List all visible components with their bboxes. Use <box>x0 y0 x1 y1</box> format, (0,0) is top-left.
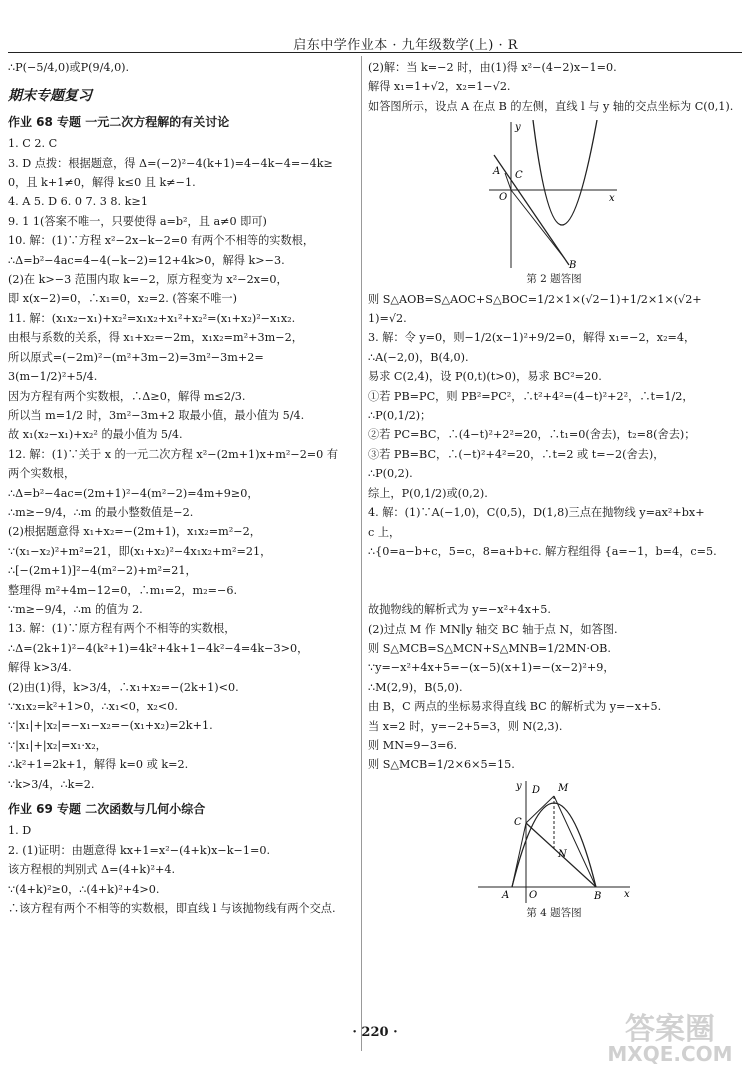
right-b-line: 由 B，C 两点的坐标易求得直线 BC 的解析式为 y=−x+5. <box>368 700 662 714</box>
hw68-line: ∵(x₁−x₂)²+m²=21，即(x₁+x₂)²−4x₁x₂+m²=21， <box>8 544 272 558</box>
hw68-line: 故 x₁(x₂−x₁)+x₂² 的最小值为 5/4. <box>8 428 183 442</box>
right-b-line: ∵y=−x²+4x+5=−(x−5)(x+1)=−(x−2)²+9， <box>368 661 615 675</box>
right-b-line <box>368 581 740 600</box>
fig2-label-y: y <box>515 122 521 134</box>
fig4-label-a: A <box>502 889 510 901</box>
hw68-line: 13. 解：(1)∵原方程有两个不相等的实数根， <box>8 622 236 636</box>
right-b-line: ∴P(0,2). <box>368 467 413 481</box>
hw68-line: ∴[−(2m+1)]²−4(m²−2)+m²=21， <box>8 564 197 578</box>
hw68-line: ∵|x₁|+|x₂|=−x₁−x₂=−(x₁+x₂)=2k+1. <box>8 719 213 733</box>
right-b-line: 则 MN=9−3=6. <box>368 738 458 752</box>
hw68-line: ∴k²+1=2k+1，解得 k=0 或 k=2. <box>8 758 189 772</box>
right-b-line: 3. 解：令 y=0，则−1/2(x−1)²+9/2=0，解得 x₁=−2，x₂=4， <box>368 331 696 345</box>
hw68-line: 两个实数根， <box>8 467 76 481</box>
right-b-line: ∴P(0,1/2)； <box>368 409 432 423</box>
hw68-line: 3(m−1/2)²+5/4. <box>8 370 98 384</box>
fig4-label-n: N <box>558 848 567 860</box>
watermark-cn: 答案圈 <box>625 1012 715 1047</box>
parabola <box>533 120 597 225</box>
right-column <box>368 58 740 923</box>
hw68-line: ∵|x₁|+|x₂|=x₁·x₂， <box>8 738 107 752</box>
left-column <box>8 58 360 918</box>
right-a-line: 解得 x₁=1+√2，x₂=1−√2. <box>368 80 511 94</box>
hw68-line: ∵m≥−9/4，∴m 的值为 2. <box>8 602 143 616</box>
figure-2-graph <box>489 120 619 270</box>
right-text-a <box>368 58 740 116</box>
hw68-line: (2)根据题意得 x₁+x₂=−(2m+1)，x₁x₂=m²−2， <box>8 525 261 539</box>
hw68-line: 所以当 m=1/2 时，3m²−3m+2 取最小值，最小值为 5/4. <box>8 408 305 422</box>
hw69-title: 作业 69 专题 二次函数与几何小综合 <box>8 802 206 817</box>
figure-2 <box>489 120 619 270</box>
fig2-label-c: C <box>515 170 523 182</box>
line-l <box>494 155 569 265</box>
hw68-line: 解得 k>3/4. <box>8 661 72 675</box>
hw68-line: (2)由(1)得，k>3/4，∴x₁+x₂=−(2k+1)<0. <box>8 680 239 694</box>
hw68-line: ∴Δ=(2k+1)²−4(k²+1)=4k²+4k+1−4k²−4=4k−3>0， <box>8 641 309 655</box>
hw68-line: (2)在 k>−3 范围内取 k=−2，原方程变为 x²−2x=0， <box>8 273 288 287</box>
hw69-body <box>8 821 360 918</box>
right-b-line: 综上，P(0,1/2)或(0,2). <box>368 486 488 500</box>
hw68-line: 9. 1 1(答案不唯一，只要使得 a=b²，且 a≠0 即可) <box>8 214 267 228</box>
right-b-line: 则 S△AOB=S△AOC+S△BOC=1/2×1×(√2−1)+1/2×1×(√2+ <box>368 292 702 306</box>
hw68-line: 因为方程有两个实数根，∴Δ≥0，解得 m≤2/3. <box>8 389 246 403</box>
right-b-line: ∴A(−2,0)，B(4,0). <box>368 350 469 364</box>
column-divider <box>361 56 362 1051</box>
hw69-line: 该方程根的判别式 Δ=(4+k)²+4. <box>8 863 176 877</box>
figure-4-caption: 第 4 题答图 <box>526 906 582 919</box>
fig2-label-x: x <box>609 193 615 205</box>
fig4-label-x: x <box>624 888 630 900</box>
page-number: · 220 · <box>352 1025 398 1040</box>
right-b-line: (2)过点 M 作 MN∥y 轴交 BC 轴于点 N，如答图. <box>368 622 618 636</box>
intro-line: ∴P(−5/4,0)或P(9/4,0). <box>8 61 130 74</box>
hw68-line: 所以原式=(−2m)²−(m²+3m−2)=3m²−3m+2= <box>8 350 264 364</box>
fig4-label-m: M <box>558 782 569 794</box>
parabola <box>512 803 596 887</box>
hw68-line: ∴Δ=b²−4ac=4−4(−k−2)=12+4k>0，解得 k>−3. <box>8 253 285 267</box>
fig2-label-o: O <box>499 192 508 204</box>
hw68-line: 整理得 m²+4m−12=0，∴m₁=2，m₂=−6. <box>8 583 238 597</box>
hw68-line: 0，且 k+1≠0，解得 k≤0 且 k≠−1. <box>8 176 196 190</box>
segment-mb <box>554 796 596 887</box>
right-a-line: 如答图所示，设点 A 在点 B 的左侧，直线 l 与 y 轴的交点坐标为 C(0,1). <box>368 99 734 113</box>
right-b-line: 1)=√2. <box>368 312 407 326</box>
hw69-line: 1. D <box>8 824 32 838</box>
segment-ob <box>511 190 565 259</box>
right-a-line: (2)解：当 k=−2 时，由(1)得 x²−(4−2)x−1=0. <box>368 61 617 74</box>
hw68-line: ∵x₁x₂=k²+1>0，∴x₁<0，x₂<0. <box>8 700 178 713</box>
fig4-label-b: B <box>594 890 602 902</box>
right-b-line: 易求 C(2,4)，设 P(0,t)(t>0)，易求 BC²=20. <box>368 370 602 384</box>
hw69-line: ∴该方程有两个不相等的实数根，即直线 l 与该抛物线有两个交点. <box>8 902 336 916</box>
hw68-line: 1. C 2. C <box>8 137 58 151</box>
hw68-line: 由根与系数的关系，得 x₁+x₂=−2m，x₁x₂=m²+3m−2， <box>8 331 303 345</box>
hw68-line: 12. 解：(1)∵关于 x 的一元二次方程 x²−(2m+1)x+m²−2=0 有 <box>8 447 339 461</box>
hw68-line: ∴Δ=b²−4ac=(2m+1)²−4(m²−2)=4m+9≥0， <box>8 486 259 500</box>
right-text-b <box>368 290 740 775</box>
segment-ac <box>512 823 526 887</box>
hw68-line: 即 x(x−2)=0，∴x₁=0，x₂=2. (答案不唯一) <box>8 292 237 306</box>
right-b-line: 故抛物线的解析式为 y=−x²+4x+5. <box>368 603 551 617</box>
right-b-line: c 上， <box>368 525 401 539</box>
hw68-line: 3. D 点拨：根据题意，得 Δ=(−2)²−4(k+1)=4−4k−4=−4k≥ <box>8 156 333 170</box>
header-title: 启东中学作业本 · 九年级数学(上) · R <box>293 38 518 53</box>
hw68-line: 4. A 5. D 6. 0 7. 3 8. k≥1 <box>8 195 148 209</box>
figure-2-caption: 第 2 题答图 <box>526 273 582 286</box>
hw68-body <box>8 134 360 794</box>
fig4-label-c: C <box>514 816 522 828</box>
fig2-label-b: B <box>569 260 577 271</box>
right-b-line: 则 S△MCB=1/2×6×5=15. <box>368 758 515 772</box>
segment-cm <box>526 796 554 823</box>
hw69-line: ∵(4+k)²≥0，∴(4+k)²+4>0. <box>8 882 160 896</box>
hw68-line: 11. 解：(x₁x₂−x₁)+x₂²=x₁x₂+x₁²+x₂²=(x₁+x₂)²−x₁x₂. <box>8 311 296 325</box>
right-b-line: 4. 解：(1)∵A(−1,0)，C(0,5)，D(1,8)三点在抛物线 y=ax²+bx+ <box>368 506 705 520</box>
right-b-line: 则 S△MCB=S△MCN+S△MNB=1/2MN·OB. <box>368 641 611 655</box>
right-b-line: ∴M(2,9)，B(5,0). <box>368 680 463 694</box>
right-b-line: 当 x=2 时，y=−2+5=3，则 N(2,3). <box>368 719 563 733</box>
right-b-line <box>368 561 740 580</box>
hw69-line: 2. (1)证明：由题意得 kx+1=x²−(4+k)x−k−1=0. <box>8 843 271 857</box>
right-b-line: ③若 PB=BC，∴(−t)²+4²=20，∴t=2 或 t=−2(舍去)， <box>368 447 665 461</box>
watermark-en: MXQE.COM <box>607 1042 733 1066</box>
fig4-label-y: y <box>516 780 522 792</box>
fig4-label-d: D <box>532 784 541 796</box>
hw68-title: 作业 68 专题 一元二次方程解的有关讨论 <box>8 114 230 129</box>
right-b-line: ∴{0=a−b+c，5=c，8=a+b+c. 解方程组得 {a=−1，b=4，c=5. <box>368 544 717 558</box>
fig2-label-a: A <box>493 166 501 178</box>
fig4-label-o: O <box>529 889 538 901</box>
figure-4 <box>474 779 634 904</box>
hw68-line: ∴m≥−9/4，∴m 的最小整数值是−2. <box>8 505 194 519</box>
header-rule <box>8 52 742 53</box>
section-title: 期末专题复习 <box>8 88 92 105</box>
figure-4-graph <box>474 779 634 904</box>
page-header <box>0 0 750 52</box>
hw68-line: 10. 解：(1)∵方程 x²−2x−k−2=0 有两个不相等的实数根， <box>8 234 315 248</box>
right-b-line: ①若 PB=PC，则 PB²=PC²，∴t²+4²=(4−t)²+2²，∴t=1/2， <box>368 389 694 403</box>
right-b-line: ②若 PC=BC，∴(4−t)²+2²=20，∴t₁=0(舍去)，t₂=8(舍去)； <box>368 428 696 442</box>
hw68-line: ∵k>3/4，∴k=2. <box>8 777 95 791</box>
watermark <box>600 1004 740 1070</box>
